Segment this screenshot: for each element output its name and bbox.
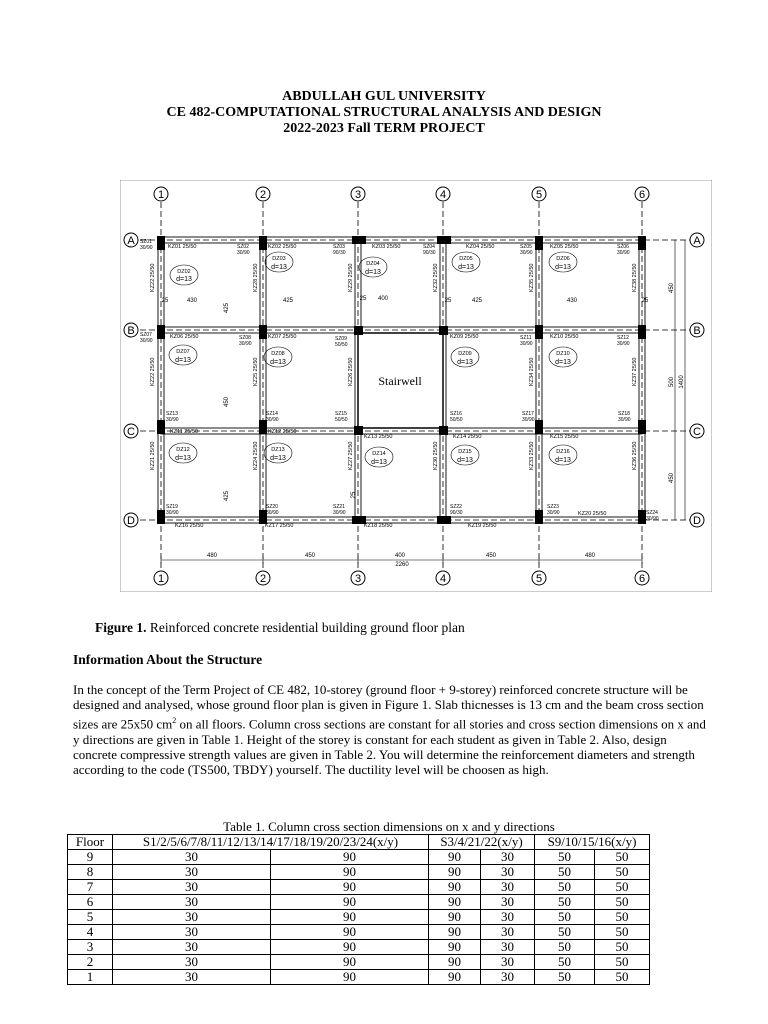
figure-caption (95, 620, 465, 636)
beam-label-kz05: KZ05 25/50 (550, 244, 579, 250)
slab-dz07-thk: d=13 (175, 357, 191, 364)
slab-dz03-thk: d=13 (271, 264, 287, 271)
col-label-sz14d: 30/90 (266, 417, 279, 423)
beam-label-kz26: KZ26 25/50 (348, 357, 354, 386)
paragraph-part2: on all floors. Column cross sections are constant for all stories and cross section dimensions on x and y directions are given in Table 1. Height of the storey is constant for each student as given in Table 2. Also, design concrete compressive strength values are given in Table 2. You will determine the reinforcement diameters and strength according to the code (TS500, TBDY) yourself. The ductility level will be choosen as high. (73, 716, 706, 778)
cell: 50 (535, 925, 595, 940)
column-sz08 (259, 325, 267, 339)
col-label-sz09d: 50/50 (335, 342, 348, 348)
beam-label-kz34: KZ34 25/50 (529, 357, 535, 386)
slab-dz03: DZ03 (272, 256, 286, 262)
slab-dz13-thk: d=13 (270, 455, 286, 462)
slab-dz10-thk: d=13 (555, 359, 571, 366)
table-row (68, 940, 650, 955)
col-label-sz22: SZ22 (450, 504, 462, 510)
column-sz13 (157, 420, 165, 434)
cell: 50 (595, 910, 650, 925)
cell: 90 (429, 865, 481, 880)
cell: 30 (113, 910, 271, 925)
column-sz11 (535, 325, 543, 339)
col-label-sz15: SZ15 (335, 411, 347, 417)
cell: 90 (429, 955, 481, 970)
dim-bottom-1: 480 (206, 553, 218, 559)
col-label-sz24: SZ24 (646, 510, 658, 516)
grid-letter-right-D: D (693, 515, 701, 527)
slab-dz10: DZ10 (556, 351, 570, 357)
beam-label-kz29: KZ29 25/50 (348, 263, 354, 292)
cell: 30 (113, 970, 271, 985)
col-label-sz08d: 30/90 (239, 341, 252, 347)
cell: 50 (535, 895, 595, 910)
slab-dz13: DZ13 (271, 447, 285, 453)
grid-number-top-2: 2 (259, 189, 267, 201)
beam-label-kz38: KZ38 25/50 (632, 263, 638, 292)
grid-number-bottom-2: 2 (259, 573, 267, 585)
slab-dz09: DZ09 (458, 351, 472, 357)
col-label-sz12d: 30/90 (617, 341, 630, 347)
col-label-sz24d: 30/90 (646, 516, 659, 522)
dim-right-total: 1400 (679, 375, 685, 389)
dim-side-25: 25 (351, 491, 357, 499)
column-sz07 (157, 325, 165, 339)
column-sz09 (354, 326, 363, 335)
cell: 30 (113, 940, 271, 955)
column-sz12 (638, 325, 646, 339)
col-label-sz03d: 90/30 (333, 250, 346, 256)
grid-number-top-4: 4 (439, 189, 447, 201)
table-row (68, 955, 650, 970)
cell: 30 (481, 850, 535, 865)
grid-letter-left-B: B (127, 325, 135, 337)
column-sz18 (638, 420, 646, 434)
dim-right-3: 450 (669, 472, 675, 484)
term-title: 2022-2023 Fall TERM PROJECT (283, 121, 485, 136)
column-sz15 (354, 426, 363, 435)
col-label-sz17d: 30/90 (522, 417, 535, 423)
grid-number-bottom-5: 5 (535, 573, 543, 585)
slab-dz02-thk: d=13 (176, 276, 192, 283)
dim-top-25d: 25 (641, 298, 649, 304)
beam-label-kz14: KZ14 25/50 (453, 434, 482, 440)
slab-dz16: DZ16 (556, 449, 570, 455)
dim-bottom-total: 2260 (395, 562, 409, 568)
beam-label-kz33: KZ33 25/50 (529, 441, 535, 470)
beam-label-kz22: KZ22 25/50 (150, 263, 156, 292)
col-label-sz04: SZ04 (423, 244, 435, 250)
beam-label-kz37: KZ37 25/50 (632, 357, 638, 386)
col-label-sz01d: 30/90 (140, 245, 153, 251)
col-label-sz23d: 30/90 (547, 510, 560, 516)
grid-number-bottom-3: 3 (354, 573, 362, 585)
header-floor: Floor (68, 835, 113, 850)
column-sz03 (352, 236, 366, 244)
cell: 90 (271, 895, 429, 910)
cell: 90 (429, 850, 481, 865)
column-sz10 (439, 326, 448, 335)
beam-label-kz36: KZ36 25/50 (632, 441, 638, 470)
table-row (68, 910, 650, 925)
grid-letter-left-A: A (127, 235, 135, 247)
cell: 30 (481, 970, 535, 985)
dim-top-3: 400 (377, 296, 389, 302)
dim-right-1: 450 (669, 282, 675, 294)
cell: 30 (481, 880, 535, 895)
beam-label-kz12: KZ12 25/50 (268, 429, 297, 435)
cell: 30 (481, 940, 535, 955)
cell: 30 (113, 955, 271, 970)
slab-dz12-thk: d=13 (175, 455, 191, 462)
table-row (68, 925, 650, 940)
cell: 5 (68, 910, 113, 925)
column-sz23 (535, 510, 543, 524)
cell: 50 (535, 955, 595, 970)
beam-label-kz06: KZ06 25/50 (170, 334, 199, 340)
dim-top-5: 430 (566, 298, 578, 304)
cell: 8 (68, 865, 113, 880)
col-label-sz20d: 30/90 (266, 510, 279, 516)
column-sz22 (437, 516, 451, 524)
col-label-sz13: SZ13 (166, 411, 178, 417)
dim-top-4: 425 (471, 298, 483, 304)
grid-number-top-5: 5 (535, 189, 543, 201)
section-title: Information About the Structure (73, 652, 263, 667)
cell: 3 (68, 940, 113, 955)
slab-dz14-thk: d=13 (371, 459, 387, 466)
cell: 90 (429, 880, 481, 895)
beam-label-kz20: KZ20 25/50 (578, 511, 607, 517)
slab-dz05: DZ05 (459, 256, 473, 262)
table-caption: Table 1. Column cross section dimensions on x and y directions (223, 819, 555, 834)
cell: 50 (535, 940, 595, 955)
column-sz17 (535, 420, 543, 434)
cell: 90 (271, 865, 429, 880)
col-label-sz20: SZ20 (266, 504, 278, 510)
paragraph-part1: In the concept of the Term Project of CE 482, 10-storey (ground floor + 9-storey) reinforced concrete structure will be designed and analysed, whose ground floor plan is given in Figure 1. Slab thicnesses is 13 cm and the beam cross section sizes are 25x50 cm (73, 682, 704, 732)
cell: 30 (113, 925, 271, 940)
beam-label-kz24: KZ24 25/50 (253, 441, 259, 470)
cell: 7 (68, 880, 113, 895)
grid-number-top-1: 1 (157, 189, 165, 201)
cell: 50 (535, 880, 595, 895)
table-header-row (68, 835, 650, 850)
col-label-sz13d: 30/90 (166, 417, 179, 423)
cell: 90 (429, 940, 481, 955)
cell: 90 (271, 970, 429, 985)
beam-label-kz19: KZ19 25/50 (468, 523, 497, 529)
beam-label-kz07: KZ07 25/50 (268, 334, 297, 340)
dim-top-2: 425 (282, 298, 294, 304)
col-label-sz02d: 30/90 (237, 250, 250, 256)
dim-side-425a: 425 (224, 302, 230, 314)
dim-right-2: 500 (669, 376, 675, 388)
beam-label-kz10: KZ10 25/50 (550, 334, 579, 340)
cell: 2 (68, 955, 113, 970)
beam-label-kz09: KZ09 25/50 (450, 334, 479, 340)
beam-label-kz21: KZ21 25/50 (150, 441, 156, 470)
dim-bottom-5: 480 (584, 553, 596, 559)
cell: 90 (271, 955, 429, 970)
column-sz19 (157, 510, 165, 524)
col-label-sz07d: 30/90 (140, 338, 153, 344)
grid-number-top-6: 6 (638, 189, 646, 201)
cell: 50 (595, 955, 650, 970)
ground-floor-plan (120, 180, 712, 592)
cell: 50 (595, 970, 650, 985)
slab-dz16-thk: d=13 (555, 457, 571, 464)
cell: 90 (271, 910, 429, 925)
slab-dz08-thk: d=13 (270, 359, 286, 366)
dim-side-450: 450 (224, 396, 230, 408)
slab-dz15-thk: d=13 (457, 457, 473, 464)
beam-label-kz13: KZ13 25/50 (364, 434, 393, 440)
column-sz04 (437, 236, 451, 244)
col-label-sz21: SZ21 (333, 504, 345, 510)
column-dimensions-table (67, 834, 650, 985)
col-label-sz08: SZ08 (239, 335, 251, 341)
cell: 50 (535, 910, 595, 925)
col-label-sz01: SZ01 (140, 239, 152, 245)
grid-number-bottom-6: 6 (638, 573, 646, 585)
dim-top-25b: 25 (359, 296, 367, 302)
cell: 30 (481, 865, 535, 880)
cell: 6 (68, 895, 113, 910)
col-label-sz06d: 30/90 (617, 250, 630, 256)
grid-letter-right-A: A (693, 235, 701, 247)
col-label-sz16d: 50/50 (450, 417, 463, 423)
cell: 90 (271, 925, 429, 940)
university-title: ABDULLAH GUL UNIVERSITY (282, 89, 486, 104)
cell: 50 (535, 970, 595, 985)
col-label-sz12: SZ12 (617, 335, 629, 341)
cell: 50 (595, 850, 650, 865)
dim-bottom-3: 400 (394, 553, 406, 559)
cell: 50 (595, 940, 650, 955)
cell: 30 (113, 865, 271, 880)
cell: 9 (68, 850, 113, 865)
beam-label-kz35: KZ35 25/50 (529, 263, 535, 292)
cell: 30 (113, 850, 271, 865)
col-label-sz17: SZ17 (522, 411, 534, 417)
beam-label-kz25: KZ25 25/50 (253, 357, 259, 386)
cell: 50 (595, 895, 650, 910)
col-label-sz16: SZ16 (450, 411, 462, 417)
slab-dz05-thk: d=13 (458, 264, 474, 271)
col-label-sz11d: 30/90 (520, 341, 533, 347)
slab-dz14: DZ14 (372, 451, 386, 457)
beam-label-kz28: KZ28 25/50 (253, 263, 259, 292)
grid-number-bottom-4: 4 (439, 573, 447, 585)
structure-description (73, 682, 713, 778)
slab-dz07: DZ07 (176, 349, 190, 355)
cell: 50 (595, 925, 650, 940)
beam-label-kz04: KZ04 25/50 (466, 244, 495, 250)
table-row (68, 850, 650, 865)
dim-top-25c: 25 (444, 298, 452, 304)
grid-number-bottom-1: 1 (157, 573, 165, 585)
cell: 90 (271, 940, 429, 955)
table-row (68, 880, 650, 895)
dim-bottom-2: 450 (304, 553, 316, 559)
grid-letter-right-C: C (693, 426, 701, 438)
slab-dz15: DZ15 (458, 449, 472, 455)
cell: 1 (68, 970, 113, 985)
col-label-sz21d: 30/90 (333, 510, 346, 516)
beam-label-kz17: KZ17 25/50 (265, 523, 294, 529)
slab-dz12: DZ12 (176, 447, 190, 453)
column-sz24 (638, 510, 646, 524)
column-sz16 (439, 426, 448, 435)
column-sz05 (535, 236, 543, 250)
header-group-2: S3/4/21/22(x/y) (429, 835, 535, 850)
cell: 90 (429, 925, 481, 940)
col-label-sz05: SZ05 (520, 244, 532, 250)
col-label-sz19: SZ19 (166, 504, 178, 510)
beam-label-kz02: KZ02 25/50 (268, 244, 297, 250)
cell: 30 (481, 895, 535, 910)
beam-label-kz11: KZ11 25/50 (170, 429, 199, 435)
cell: 30 (481, 955, 535, 970)
dim-top-1: 430 (186, 298, 198, 304)
cell: 90 (429, 895, 481, 910)
col-label-sz18d: 30/90 (618, 417, 631, 423)
cell: 4 (68, 925, 113, 940)
col-label-sz22d: 90/30 (450, 510, 463, 516)
table-row (68, 895, 650, 910)
beam-label-kz03: KZ03 25/50 (372, 244, 401, 250)
cell: 90 (271, 850, 429, 865)
grid-number-top-3: 3 (354, 189, 362, 201)
beam-label-kz27: KZ27 25/50 (348, 441, 354, 470)
col-label-sz04d: 90/30 (423, 250, 436, 256)
column-sz06 (638, 236, 646, 250)
col-label-sz19d: 30/90 (166, 510, 179, 516)
slab-dz06-thk: d=13 (555, 264, 571, 271)
figure-caption-label: Figure 1. (95, 620, 147, 635)
col-label-sz11: SZ11 (520, 335, 532, 341)
slab-dz04-thk: d=13 (365, 269, 381, 276)
column-sz01 (157, 236, 165, 250)
figure-caption-text: Reinforced concrete residential building ground floor plan (146, 620, 465, 635)
beam-label-kz01: KZ01 25/50 (168, 244, 197, 250)
col-label-sz05d: 30/90 (520, 250, 533, 256)
cell: 30 (113, 880, 271, 895)
col-label-sz06: SZ06 (617, 244, 629, 250)
beam-label-kz32: KZ32 25/50 (433, 263, 439, 292)
col-label-sz03: SZ03 (333, 244, 345, 250)
header-group-1: S1/2/5/6/7/8/11/12/13/14/17/18/19/20/23/24(x/y) (113, 835, 429, 850)
cell: 50 (595, 865, 650, 880)
dim-bottom-4: 450 (485, 553, 497, 559)
slab-dz04: DZ04 (366, 261, 380, 267)
dim-side-425b: 425 (224, 490, 230, 502)
beam-label-kz18: KZ18 25/50 (364, 523, 393, 529)
table-row (68, 865, 650, 880)
slab-dz02: DZ02 (177, 269, 191, 275)
beam-label-kz15: KZ15 25/50 (550, 434, 579, 440)
slab-dz06: DZ06 (556, 256, 570, 262)
slab-dz08: DZ08 (271, 351, 285, 357)
slab-dz09-thk: d=13 (457, 359, 473, 366)
column-sz02 (259, 236, 267, 250)
col-label-sz15d: 50/50 (335, 417, 348, 423)
grid-letter-left-D: D (127, 515, 135, 527)
beam-label-kz22b: KZ22 25/50 (150, 357, 156, 386)
course-title: CE 482-COMPUTATIONAL STRUCTURAL ANALYSIS AND DESIGN (166, 105, 602, 120)
table-row (68, 970, 650, 985)
cell: 90 (429, 970, 481, 985)
stairwell-label: Stairwell (378, 374, 422, 388)
cell: 90 (271, 880, 429, 895)
col-label-sz18: SZ18 (618, 411, 630, 417)
header-group-3: S9/10/15/16(x/y) (535, 835, 650, 850)
cell: 30 (481, 925, 535, 940)
cell: 30 (481, 910, 535, 925)
col-label-sz02: SZ02 (237, 244, 249, 250)
beam-label-kz30: KZ30 25/50 (433, 441, 439, 470)
cell: 90 (429, 910, 481, 925)
col-label-sz07: SZ07 (140, 332, 152, 338)
col-label-sz14: SZ14 (266, 411, 278, 417)
dim-top-25a: 25 (161, 298, 169, 304)
cell: 50 (535, 865, 595, 880)
paragraph-superscript: 2 (172, 715, 177, 725)
cell: 50 (535, 850, 595, 865)
col-label-sz23: SZ23 (547, 504, 559, 510)
grid-letter-left-C: C (127, 426, 135, 438)
cell: 50 (595, 880, 650, 895)
grid-letter-right-B: B (693, 325, 701, 337)
col-label-sz09: SZ09 (335, 336, 347, 342)
cell: 30 (113, 895, 271, 910)
beam-label-kz16: KZ16 25/50 (175, 523, 204, 529)
